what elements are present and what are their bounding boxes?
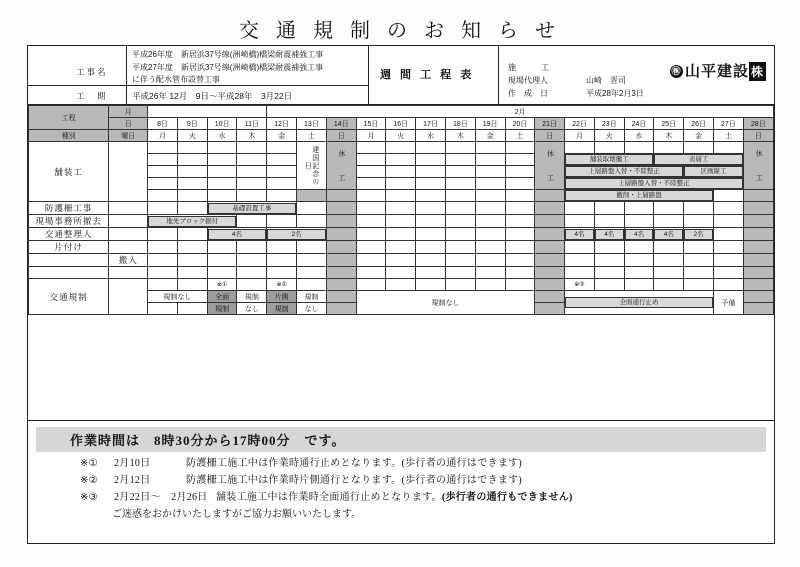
weekday-cell: 水 [207,130,237,142]
day-cell: 17日 [416,118,446,130]
bar-holiday-cell-1 [297,190,327,202]
sakusei-label: 作 成 日 [508,89,548,98]
bar-hyousou: 表層工 [654,154,743,166]
row-label-genba-jimusho: 現場事務所撤去 [29,215,109,228]
table-row-day [29,118,774,130]
schedule-table [28,105,774,315]
note-1-mark: ※① [80,458,98,469]
bar-holiday-cell-2 [326,190,356,202]
bar-seirinin-d2: 4名 [594,228,624,241]
company-name: 山平建設 [684,64,749,80]
weekday-cell: 月 [356,130,386,142]
day-cell: 22日 [565,118,595,130]
weekday-cell: 火 [386,130,416,142]
row-label-katazuke: 片付け [29,241,109,254]
kouji-name-line-1: 平成26年度 新居浜37号線(洲崎橋)橋梁耐震補強工事 [132,50,324,59]
day-cell: 20日 [505,118,535,130]
bar-seirinin-d1: 4名 [565,228,595,241]
day-cell: 15日 [356,118,386,130]
note-3 [80,488,774,503]
note-2-mark: ※② [80,475,98,486]
weekday-cell: 水 [416,130,446,142]
kouki-label: 工 期 [76,91,108,101]
weekday-cell: 土 [713,130,743,142]
note-3-text: 舗装工施工中は作業時全面通行止めとなります。 [216,492,442,503]
weekly-table-label: 週 間 工 程 表 [380,69,475,81]
weekday-cell: 土 [505,130,535,142]
header-divider-2 [368,46,369,104]
day-cell: 19日 [475,118,505,130]
company-mark-icon: ㊑ [671,66,682,76]
weekday-cell: 木 [445,130,475,142]
table-row-hosou-1 [29,142,774,154]
row-label-hannyu: 搬入 [109,254,148,267]
day-cell: 25日 [654,118,684,130]
bar-seirinin-4a: 4名 [207,228,267,241]
footer-notes [28,420,774,543]
day-cell: 14日 [326,118,356,130]
table-row-weekday [29,130,774,142]
bar-kenkoku-kinen: 建国記念の日 [297,142,327,190]
weekday-cell: 月 [565,130,595,142]
weekday-cell: 金 [267,130,297,142]
reg-nashi-1: 規制なし [148,291,208,303]
bar-holiday-cell-3 [535,190,565,202]
note-2 [80,471,774,486]
bar-jisaki-block: 地先ブロック据付 [148,215,237,228]
reg-zenmen-kisei-2: 規制 [207,303,237,315]
mark-note-1: ※① [207,279,237,291]
note-3-bold-tail: (歩行者の通行もできません) [441,492,573,503]
company-kabu: 株 [749,62,766,81]
weekday-cell: 火 [594,130,624,142]
day-cell: 21日 [535,118,565,130]
document-frame [27,45,775,544]
table-row-regulation-marks [29,279,774,291]
row-sub-hosou [109,142,148,202]
weekday-cell: 木 [654,130,684,142]
day-cell: 8日 [148,118,178,130]
weekday-cell: 土 [297,130,327,142]
reg-nashi-3: 規制 [297,291,327,303]
day-cell: 16日 [386,118,416,130]
weekday-cell: 木 [237,130,267,142]
company-logo [670,60,766,81]
month-value: 2月 [267,106,774,118]
month-label: 月 [109,106,148,118]
day-cell: 12日 [267,118,297,130]
weekday-cell: 日 [535,130,565,142]
weekday-cell: 月 [148,130,178,142]
bar-holiday-3: 休 工 [743,142,773,190]
worktime-banner: 作業時間は 8時30分から17時00分 です。 [36,427,766,452]
note-1-text: 防護柵工施工中は作業時通行止めとなります。(歩行者の通行はできます) [186,458,523,469]
kouki-value: 平成26年 12月 9日～平成28年 3月22日 [132,91,293,101]
shubetsu-label: 種別 [29,130,109,142]
weekday-cell: 金 [475,130,505,142]
note-2-text: 防護柵工施工中は作業時片側通行となります。(歩行者の通行はできます) [186,475,523,486]
table-row-month [29,106,774,118]
day-cell: 23日 [594,118,624,130]
bar-hosou-torikowashi: 舗装取壊撤工 [565,154,654,166]
day-cell: 26日 [684,118,714,130]
reg-katagawa: 片側 [267,291,297,303]
reg-zenmen-tsukodome: 全面通行止め [565,291,714,315]
month-blank [148,106,267,118]
bar-holiday-2: 休 工 [535,142,565,190]
mark-note-3: ※③ [565,279,595,291]
row-label-hosou: 舗装工 [29,142,109,202]
header-divider-4 [28,85,368,86]
kouji-name-line-3: に伴う配水管布設替工事 [132,75,220,84]
bar-kiso-setchi: 基礎設置工事 [207,202,296,215]
row-label-bougosaku: 防護柵工事 [29,202,109,215]
day-cell: 24日 [624,118,654,130]
bar-jousou-robban-1: 上層路盤入替・不陸整正 [565,166,684,178]
day-cell: 28日 [743,118,773,130]
table-row-hannyu [29,254,774,267]
genba-value: 山崎 晋司 [586,76,626,85]
bar-seirinin-2a: 2名 [267,228,327,241]
col-header-process: 工程 [29,106,109,130]
day-label: 日 [109,118,148,130]
reg-nashi-3b: なし [297,303,327,315]
note-2-date: 2月12日 [114,475,151,486]
table-row-koutsu-seirinin [29,228,774,241]
mark-note-2: ※② [267,279,297,291]
reg-nashi-mid: 規制なし [356,291,535,315]
bar-seirinin-d5: 2名 [684,228,714,241]
kouji-name-line-2: 平成27年度 新居浜37号線(洲崎橋)橋梁耐震補強工事 [132,63,324,72]
reg-yobi: 予備 [713,291,743,315]
sakusei-value: 平成28年2月3日 [586,89,644,98]
bar-kukakusen: 区画線工 [684,166,744,178]
row-label-koutsu-seirinin: 交通整理人 [29,228,109,241]
weekday-cell: 金 [684,130,714,142]
bar-seirinin-d4: 4名 [654,228,684,241]
weekday-cell: 日 [743,130,773,142]
table-row-blank [29,267,774,279]
note-3-mark: ※③ [80,492,98,503]
kouji-name-label: 工事名 [76,67,108,77]
table-row-genba-jimusho [29,215,774,228]
reg-nashi-2b: なし [237,303,267,315]
page-title: 交 通 規 制 の お 知 ら せ [239,20,561,42]
table-row-bougosaku [29,202,774,215]
day-cell: 10日 [207,118,237,130]
youbi-label: 曜日 [109,130,148,142]
day-cell: 13日 [297,118,327,130]
reg-katagawa-2: 規制 [267,303,297,315]
reg-zenmen-kisei: 全面 [207,291,237,303]
bar-seirinin-d3: 4名 [624,228,654,241]
closing-text: ご迷惑をおかけいたしますがご協力お願いいたします。 [112,509,362,520]
day-cell: 9日 [177,118,207,130]
weekday-cell: 水 [624,130,654,142]
day-cell: 11日 [237,118,267,130]
header-divider-3 [498,46,499,104]
bar-holiday-1: 休 工 [326,142,356,190]
note-1-date: 2月10日 [114,458,151,469]
weekday-cell: 火 [177,130,207,142]
row-label-koutsu-kisei: 交通規制 [29,279,109,315]
document-header [28,46,774,105]
day-cell: 27日 [713,118,743,130]
header-divider-1 [126,46,127,104]
reg-nashi-2: 規制 [237,291,267,303]
bar-kessaku-jousou: 撤削・上層路盤 [565,190,714,202]
note-3-date: 2月22日～ 2月26日 [114,492,208,503]
genba-label: 現場代理人 [508,76,548,85]
bar-jousou-robban-2: 上層路盤入替・不陸整正 [565,178,744,190]
sekou-label: 施 工 [508,63,552,72]
day-cell: 18日 [445,118,475,130]
weekday-cell: 日 [326,130,356,142]
bar-holiday-cell-4 [743,190,773,202]
note-1 [80,454,774,469]
table-row-katazuke [29,241,774,254]
